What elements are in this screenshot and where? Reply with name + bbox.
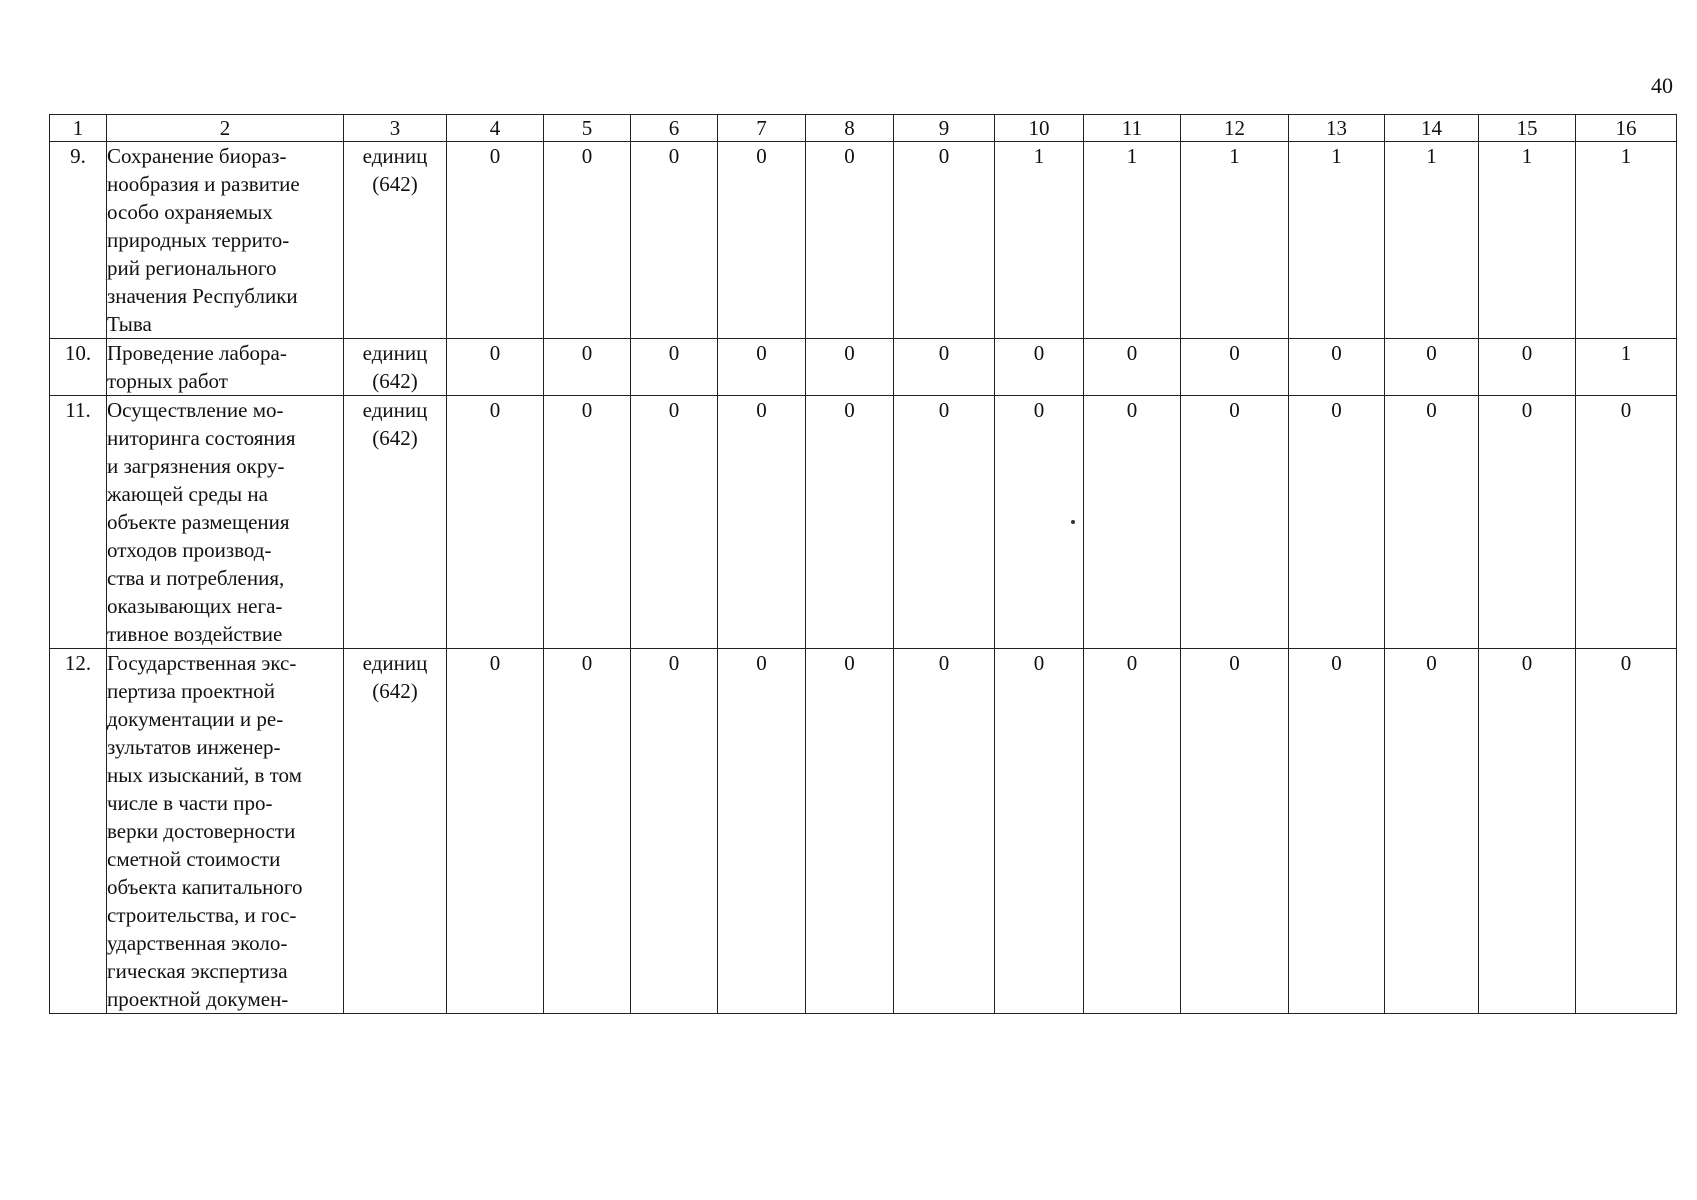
table-row [50, 396, 1677, 649]
header-cell: 12 [1181, 115, 1289, 142]
value-cell: 0 [447, 339, 544, 396]
row-unit [344, 396, 447, 649]
value-cell: 0 [1084, 649, 1181, 1014]
row-name-line: торных работ [107, 369, 228, 393]
header-cell: 6 [631, 115, 718, 142]
row-unit-line: единиц [362, 398, 428, 422]
value-cell: 0 [1385, 339, 1479, 396]
data-table [49, 114, 1677, 1014]
row-name-line: ниторинга состояния [107, 426, 296, 450]
row-name-line: тивное воздействие [107, 622, 283, 646]
row-unit [344, 649, 447, 1014]
value-cell: 0 [1479, 396, 1576, 649]
value-cell: 0 [1289, 396, 1385, 649]
row-unit-line: единиц [362, 651, 428, 675]
value-cell: 0 [995, 396, 1084, 649]
value-cell: 0 [806, 339, 894, 396]
header-cell: 14 [1385, 115, 1479, 142]
value-cell: 0 [447, 142, 544, 339]
row-name-line: Проведение лабора- [107, 341, 287, 365]
value-cell: 1 [1289, 142, 1385, 339]
scan-speck [1071, 520, 1075, 524]
row-name-line: жающей среды на [107, 482, 268, 506]
value-cell: 0 [995, 649, 1084, 1014]
value-cell: 0 [544, 396, 631, 649]
value-cell: 0 [806, 649, 894, 1014]
row-name-line: числе в части про- [107, 791, 273, 815]
value-cell: 1 [1576, 339, 1677, 396]
value-cell: 0 [631, 339, 718, 396]
header-cell: 4 [447, 115, 544, 142]
row-name-line: Тыва [107, 312, 152, 336]
row-name-line: особо охраняемых [107, 200, 273, 224]
value-cell: 0 [1385, 649, 1479, 1014]
row-name-line: оказывающих нега- [107, 594, 283, 618]
value-cell: 0 [894, 142, 995, 339]
row-name-line: объекте размещения [107, 510, 290, 534]
value-cell: 0 [447, 649, 544, 1014]
value-cell: 0 [718, 142, 806, 339]
value-cell: 1 [1479, 142, 1576, 339]
row-name-line: рий регионального [107, 256, 277, 280]
header-cell: 9 [894, 115, 995, 142]
header-cell: 8 [806, 115, 894, 142]
row-name-line: проектной докумен- [107, 987, 289, 1011]
row-unit-line: единиц [362, 144, 428, 168]
value-cell: 0 [544, 142, 631, 339]
row-name-line: значения Республики [107, 284, 298, 308]
row-number: 10. [50, 339, 107, 396]
row-name-line: верки достоверности [107, 819, 296, 843]
value-cell: 0 [1084, 396, 1181, 649]
row-name-line: сметной стоимости [107, 847, 281, 871]
row-unit-line: (642) [372, 369, 418, 393]
value-cell: 0 [718, 339, 806, 396]
value-cell: 0 [894, 649, 995, 1014]
value-cell: 0 [447, 396, 544, 649]
value-cell: 0 [806, 142, 894, 339]
row-unit [344, 142, 447, 339]
value-cell: 1 [995, 142, 1084, 339]
row-name-line: и загрязнения окру- [107, 454, 285, 478]
table-row [50, 339, 1677, 396]
value-cell: 0 [544, 649, 631, 1014]
row-name-line: объекта капитального [107, 875, 303, 899]
page-number: 40 [1651, 73, 1673, 98]
row-name-line: Государственная экс- [107, 651, 297, 675]
row-name-line: Осуществление мо- [107, 398, 284, 422]
header-row [50, 115, 1677, 142]
row-name [107, 396, 344, 649]
value-cell: 0 [718, 649, 806, 1014]
value-cell: 0 [1479, 339, 1576, 396]
header-cell: 5 [544, 115, 631, 142]
header-cell: 10 [995, 115, 1084, 142]
value-cell: 0 [631, 396, 718, 649]
value-cell: 0 [894, 396, 995, 649]
header-cell: 11 [1084, 115, 1181, 142]
value-cell: 0 [718, 396, 806, 649]
value-cell: 0 [1576, 649, 1677, 1014]
row-unit-line: (642) [372, 426, 418, 450]
value-cell: 1 [1576, 142, 1677, 339]
header-cell: 15 [1479, 115, 1576, 142]
value-cell: 0 [1181, 396, 1289, 649]
row-name-line: гическая экспертиза [107, 959, 288, 983]
header-cell: 16 [1576, 115, 1677, 142]
table-row [50, 649, 1677, 1014]
value-cell: 1 [1084, 142, 1181, 339]
row-name-line: документации и ре- [107, 707, 284, 731]
row-number: 12. [50, 649, 107, 1014]
row-name-line: природных террито- [107, 228, 290, 252]
value-cell: 0 [1479, 649, 1576, 1014]
value-cell: 0 [1289, 339, 1385, 396]
row-name [107, 339, 344, 396]
value-cell: 0 [1181, 339, 1289, 396]
row-number: 9. [50, 142, 107, 339]
row-name-line: ства и потребления, [107, 566, 285, 590]
row-name-line: отходов производ- [107, 538, 272, 562]
header-cell: 13 [1289, 115, 1385, 142]
row-name-line: ударственная эколо- [107, 931, 288, 955]
value-cell: 0 [894, 339, 995, 396]
row-name-line: Сохранение биораз- [107, 144, 287, 168]
row-unit-line: (642) [372, 679, 418, 703]
value-cell: 0 [1289, 649, 1385, 1014]
value-cell: 0 [1385, 396, 1479, 649]
row-unit-line: единиц [362, 341, 428, 365]
row-name [107, 142, 344, 339]
value-cell: 0 [1576, 396, 1677, 649]
value-cell: 0 [806, 396, 894, 649]
header-cell: 1 [50, 115, 107, 142]
value-cell: 0 [544, 339, 631, 396]
row-name-line: ных изысканий, в том [107, 763, 302, 787]
table-row [50, 142, 1677, 339]
value-cell: 0 [631, 649, 718, 1014]
value-cell: 0 [1181, 649, 1289, 1014]
value-cell: 1 [1181, 142, 1289, 339]
value-cell: 0 [1084, 339, 1181, 396]
value-cell: 1 [1385, 142, 1479, 339]
header-cell: 7 [718, 115, 806, 142]
row-unit [344, 339, 447, 396]
row-number: 11. [50, 396, 107, 649]
row-name-line: пертиза проектной [107, 679, 275, 703]
value-cell: 0 [631, 142, 718, 339]
row-unit-line: (642) [372, 172, 418, 196]
row-name-line: строительства, и гос- [107, 903, 297, 927]
header-cell: 2 [107, 115, 344, 142]
value-cell: 0 [995, 339, 1084, 396]
row-name-line: зультатов инженер- [107, 735, 281, 759]
header-cell: 3 [344, 115, 447, 142]
row-name [107, 649, 344, 1014]
row-name-line: нообразия и развитие [107, 172, 300, 196]
